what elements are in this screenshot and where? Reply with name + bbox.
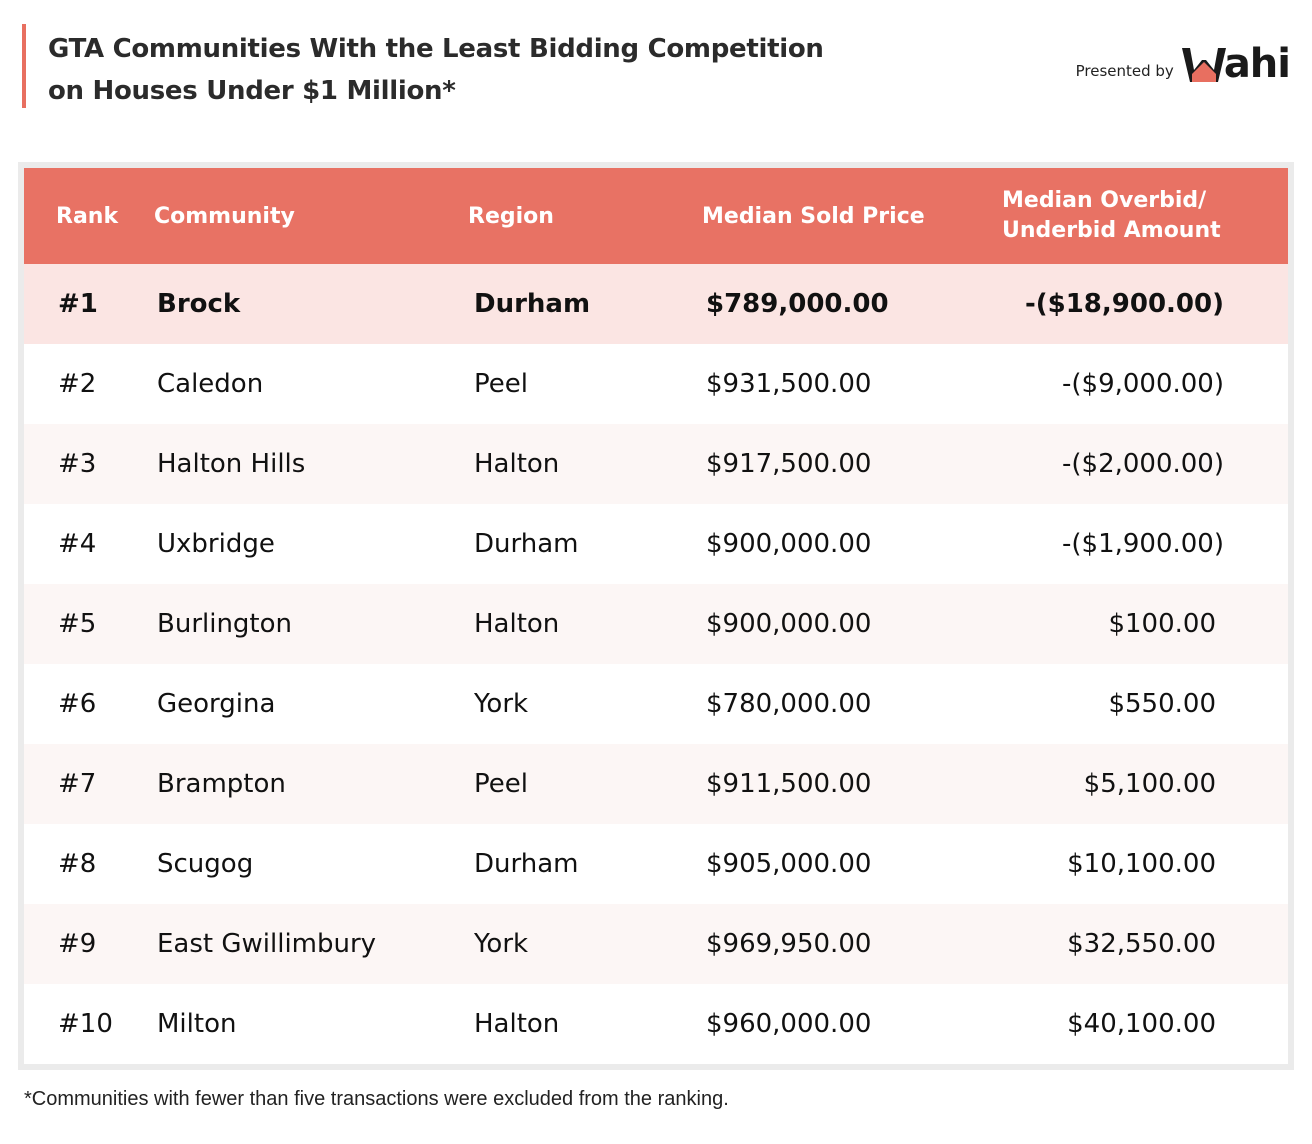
table-row [24, 904, 1288, 984]
table-row [24, 264, 1288, 344]
table-row [24, 584, 1288, 664]
table-row [24, 984, 1288, 1064]
table-row [24, 824, 1288, 904]
rank-cell: #4 [58, 529, 97, 559]
diff-cell: $5,100.00 [1083, 769, 1216, 799]
rank-cell: #3 [58, 449, 97, 479]
rank-cell: #7 [58, 769, 97, 799]
region-cell: Halton [474, 449, 560, 479]
diff-cell: $550.00 [1108, 689, 1216, 719]
header-median-sold-price: Median Sold Price [702, 203, 925, 229]
price-cell: $780,000.00 [706, 689, 872, 719]
price-cell: $969,950.00 [706, 929, 872, 959]
price-cell: $960,000.00 [706, 1009, 872, 1039]
region-cell: York [474, 929, 529, 959]
presented-by-label: Presented by [1075, 62, 1174, 80]
rank-cell: #5 [58, 609, 97, 639]
brand-name: ahi [1223, 41, 1290, 87]
diff-cell: $40,100.00 [1067, 1009, 1216, 1039]
price-cell: $911,500.00 [706, 769, 872, 799]
diff-cell: -($2,000.00) [1062, 449, 1224, 479]
community-cell: Uxbridge [157, 529, 275, 559]
community-cell: Brampton [157, 769, 286, 799]
table-row [24, 664, 1288, 744]
title-line-2: on Houses Under $1 Million* [48, 76, 456, 106]
price-cell: $900,000.00 [706, 529, 872, 559]
region-cell: Durham [474, 529, 579, 559]
table-header [24, 168, 1288, 264]
community-cell: Georgina [157, 689, 276, 719]
header-community: Community [154, 203, 295, 229]
table-row [24, 504, 1288, 584]
price-cell: $789,000.00 [706, 289, 889, 319]
table-row [24, 424, 1288, 504]
community-cell: Caledon [157, 369, 264, 399]
wahi-logo [1182, 41, 1290, 87]
ranking-table [24, 168, 1288, 1064]
region-cell: Halton [474, 1009, 560, 1039]
rank-cell: #6 [58, 689, 97, 719]
header-median-overbid-underbid [1002, 186, 1262, 246]
rank-cell: #9 [58, 929, 97, 959]
diff-cell: -($9,000.00) [1062, 369, 1224, 399]
table-row [24, 344, 1288, 424]
community-cell: Halton Hills [157, 449, 306, 479]
price-cell: $905,000.00 [706, 849, 872, 879]
price-cell: $931,500.00 [706, 369, 872, 399]
brand-block [1075, 41, 1290, 87]
diff-cell: $32,550.00 [1067, 929, 1216, 959]
community-cell: East Gwillimbury [157, 929, 377, 959]
region-cell: Halton [474, 609, 560, 639]
rank-cell: #2 [58, 369, 97, 399]
wahi-house-w-logo-icon [1182, 48, 1226, 84]
rank-cell: #10 [58, 1009, 113, 1039]
rank-cell: #1 [58, 289, 98, 319]
header-diff-line-1: Median Overbid/ [1002, 188, 1207, 213]
region-cell: Durham [474, 849, 579, 879]
diff-cell: -($18,900.00) [1024, 289, 1224, 319]
title-line-1: GTA Communities With the Least Bidding Competition [48, 34, 824, 64]
footnote: *Communities with fewer than five transactions were excluded from the ranking. [24, 1088, 729, 1110]
community-cell: Burlington [157, 609, 293, 639]
price-cell: $917,500.00 [706, 449, 872, 479]
diff-cell: -($1,900.00) [1062, 529, 1224, 559]
diff-cell: $100.00 [1108, 609, 1216, 639]
page-title [48, 28, 824, 112]
header-rank: Rank [56, 203, 119, 229]
region-cell: Peel [474, 369, 528, 399]
title-accent-bar [22, 24, 26, 108]
header-diff-line-2: Underbid Amount [1002, 218, 1221, 243]
price-cell: $900,000.00 [706, 609, 872, 639]
diff-cell: $10,100.00 [1067, 849, 1216, 879]
rank-cell: #8 [58, 849, 97, 879]
table-row [24, 744, 1288, 824]
header-region: Region [468, 203, 554, 229]
region-cell: Durham [474, 289, 591, 319]
community-cell: Brock [157, 289, 241, 319]
ranking-table-frame [18, 162, 1294, 1070]
community-cell: Scugog [157, 849, 254, 879]
region-cell: Peel [474, 769, 528, 799]
community-cell: Milton [157, 1009, 237, 1039]
region-cell: York [474, 689, 529, 719]
